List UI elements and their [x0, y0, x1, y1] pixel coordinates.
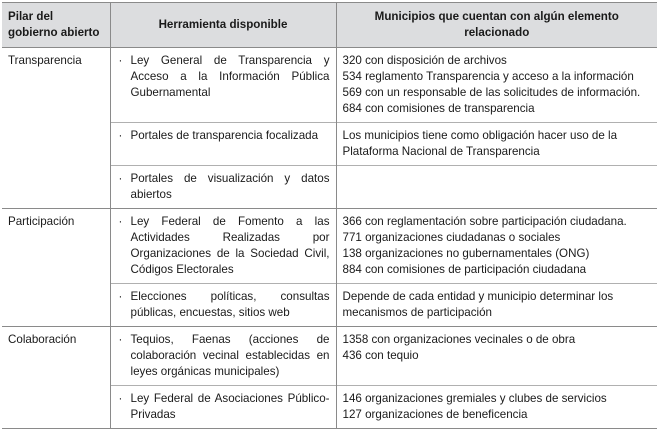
pilar-cell: [2, 123, 110, 166]
municipios-cell: [336, 48, 657, 123]
herramienta-text: Elecciones políticas, consultas públicas, encuestas, sitios web: [130, 290, 330, 319]
header-herramienta: Herramienta disponible: [110, 3, 336, 48]
header-pilar: Pilar del gobierno abierto: [2, 3, 110, 48]
pilar-cell: [2, 386, 110, 429]
herramienta-text: Ley Federal de Asociaciones Público-Privadas: [130, 392, 330, 421]
bullet-icon: ·: [118, 333, 123, 346]
table-row: [2, 48, 657, 123]
municipios-line: Los municipios tiene como obligación hacer uso de la: [342, 129, 618, 142]
pilar-cell: Colaboración: [2, 327, 110, 386]
municipios-line: 684 con comisiones de transparencia: [342, 102, 535, 115]
herramienta-cell: [110, 209, 336, 284]
herramienta-text: Ley Federal de Fomento a las Actividades Realizadas por Organizaciones de la Sociedad Civil, Códigos Electorales: [130, 215, 330, 276]
municipios-cell: [336, 166, 657, 209]
bullet-icon: ·: [118, 215, 123, 228]
bullet-icon: ·: [118, 172, 123, 185]
table-row: [2, 284, 657, 327]
municipios-cell: [336, 327, 657, 386]
herramienta-text: Ley General de Transparencia y Acceso a la Información Pública Gubernamental: [130, 54, 330, 99]
herramienta-cell: [110, 123, 336, 166]
herramienta-cell: [110, 284, 336, 327]
herramienta-cell: [110, 166, 336, 209]
municipios-line: 436 con tequio: [342, 349, 419, 362]
bullet-icon: ·: [118, 54, 123, 67]
municipios-line: 146 organizaciones gremiales y clubes de servicios: [342, 392, 607, 405]
municipios-cell: [336, 386, 657, 429]
pilar-cell: Participación: [2, 209, 110, 284]
table-row: [2, 386, 657, 429]
municipios-line: 884 con comisiones de participación ciudadana: [342, 263, 587, 276]
herramienta-cell: [110, 386, 336, 429]
table-row: [2, 327, 657, 386]
bullet-icon: ·: [118, 392, 123, 405]
gobierno-abierto-table: [2, 2, 657, 429]
herramienta-text: Portales de visualización y datos abiertos: [130, 172, 330, 201]
header-row: [2, 3, 657, 48]
pilar-cell: [2, 284, 110, 327]
herramienta-cell: [110, 327, 336, 386]
municipios-line: 771 organizaciones ciudadanas o sociales: [342, 231, 561, 244]
herramienta-text: Portales de transparencia focalizada: [130, 129, 319, 142]
table-row: [2, 209, 657, 284]
municipios-line: 320 con disposición de archivos: [342, 54, 507, 67]
header-municipios: Municipios que cuentan con algún elemento relacionado: [336, 3, 657, 48]
municipios-line: 127 organizaciones de beneficencia: [342, 408, 528, 421]
municipios-line: Plataforma Nacional de Transparencia: [342, 145, 540, 158]
pilar-cell: [2, 166, 110, 209]
municipios-cell: [336, 284, 657, 327]
municipios-line: 534 reglamento Transparencia y acceso a la información: [342, 70, 634, 83]
bullet-icon: ·: [118, 129, 123, 142]
municipios-line: 366 con reglamentación sobre participación ciudadana.: [342, 215, 627, 228]
table-row: [2, 166, 657, 209]
municipios-line: 138 organizaciones no gubernamentales (ONG): [342, 247, 590, 260]
herramienta-cell: [110, 48, 336, 123]
municipios-cell: [336, 123, 657, 166]
municipios-line: 1358 con organizaciones vecinales o de obra: [342, 333, 576, 346]
table-row: [2, 123, 657, 166]
bullet-icon: ·: [118, 290, 123, 303]
herramienta-text: Tequios, Faenas (acciones de colaboración vecinal establecidas en leyes orgánicas municipales): [130, 333, 330, 378]
municipios-line: 569 con un responsable de las solicitudes de información.: [342, 86, 641, 99]
municipios-line: Depende de cada entidad y municipio determinar los: [342, 290, 614, 303]
pilar-cell: Transparencia: [2, 48, 110, 123]
municipios-cell: [336, 209, 657, 284]
municipios-line: mecanismos de participación: [342, 306, 493, 319]
